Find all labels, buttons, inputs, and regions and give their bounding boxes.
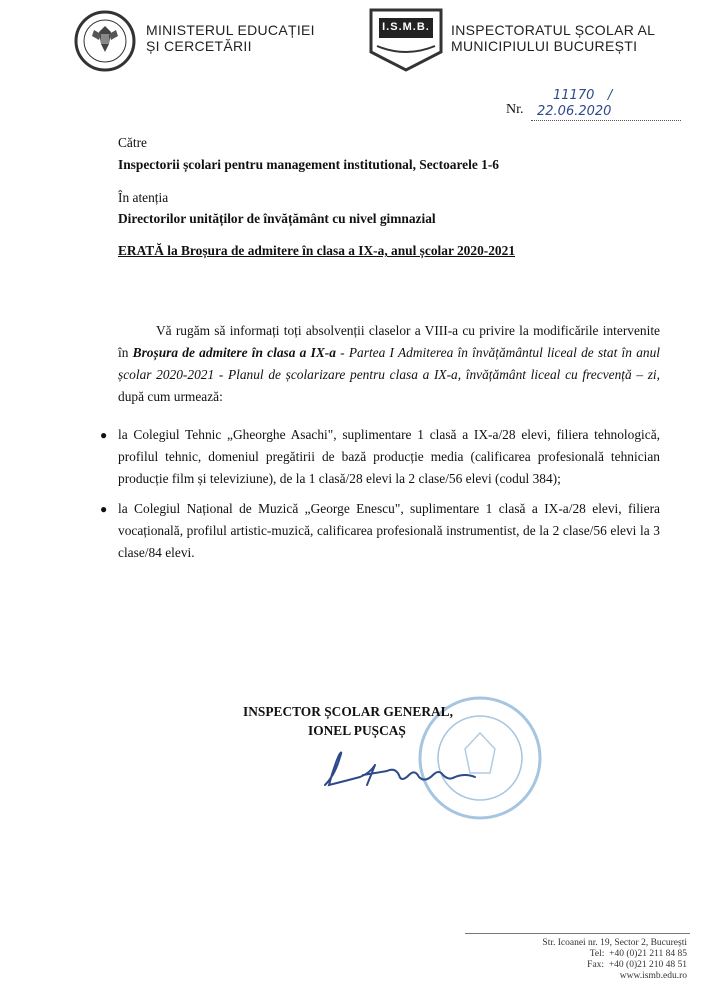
list-item-text: la Colegiul Tehnic „Gheorghe Asachi", suplimentare 1 clasă a IX-a/28 elevi, filiera tehnologică, profilul tehnic, domeniul pregătirii de bază producție media (calificarea profesională tehnician producție film și televiziune), de la 1 clasă/28 elevi la 2 clase/56 elevi (codul 384);: [118, 427, 660, 486]
signatory-title: INSPECTOR ȘCOLAR GENERAL,: [243, 704, 453, 719]
intro-end: după cum urmează:: [118, 389, 223, 404]
registry-number: [506, 86, 681, 119]
list-item-text: la Colegiul Național de Muzică „George Enescu", suplimentare 1 clasă a IX-a/28 elevi, filiera vocațională, profilul artistic-muzică, calificarea profesională instrumentist, de la 2 clase/56 elevi la 3 clase/84 elevi.: [118, 501, 660, 560]
intro-part1: Vă rugăm să informați toți absolvenții claselor a VIII-a cu privire la modificările intervenite în: [118, 323, 660, 360]
bullet-list: [100, 424, 660, 564]
intro-italic: - Partea I Admiterea în învățământul liceal de stat în anul școlar 2020-2021 - Planul de școlarizare pentru clasa a IX-a, învățământ liceal cu frecvență – zi,: [118, 345, 660, 382]
government-seal: [70, 10, 140, 72]
footer-address: Str. Icoanei nr. 19, Sector 2, București: [542, 938, 687, 948]
ministry-line1: MINISTERUL EDUCAȚIEI: [146, 22, 315, 38]
bullet-icon: ●: [100, 502, 108, 516]
ministry-line2: ȘI CERCETĂRII: [146, 38, 252, 54]
ismb-logo: [367, 8, 445, 72]
registry-label: Nr.: [506, 102, 524, 117]
brochure-title: Broșura de admitere în clasa a IX-a: [132, 345, 336, 360]
signatory-name: IONEL PUȘCAȘ: [308, 723, 406, 738]
to-label: Către: [118, 135, 147, 150]
ismb-logo-text: I.S.M.B.: [382, 21, 430, 33]
attention-label: În atenția: [118, 190, 169, 205]
registry-field: [531, 88, 681, 121]
bullet-icon: ●: [100, 428, 108, 442]
registry-number-value: 11170: [553, 88, 595, 103]
handwritten-signature: [315, 745, 505, 795]
intro-paragraph: [118, 320, 660, 408]
inspectorate-line2: MUNICIPIULUI BUCUREȘTI: [451, 38, 638, 54]
subject-line: ERATĂ la Broșura de admitere în clasa a IX-a, anul școlar 2020-2021: [118, 243, 516, 258]
inspectorate-line1: INSPECTORATUL ȘCOLAR AL: [451, 22, 656, 38]
list-item: [100, 498, 660, 564]
footer-fax: Fax: +40 (0)21 210 48 51: [587, 960, 687, 970]
inspectorate-name: [451, 22, 655, 54]
list-item: [100, 424, 660, 490]
footer-divider: [465, 933, 690, 934]
footer-website[interactable]: www.ismb.edu.ro: [619, 971, 687, 981]
ministry-name: [146, 22, 315, 54]
to-value: Inspectorii școlari pentru management institutional, Sectoarele 1-6: [118, 157, 499, 172]
attention-value: Directorilor unităților de învățământ cu nivel gimnazial: [118, 211, 436, 226]
registry-separator: /: [607, 88, 613, 103]
footer-tel: Tel: +40 (0)21 211 84 85: [589, 949, 687, 959]
footer-contact: [465, 938, 687, 982]
registry-date: 22.06.2020: [537, 104, 612, 119]
